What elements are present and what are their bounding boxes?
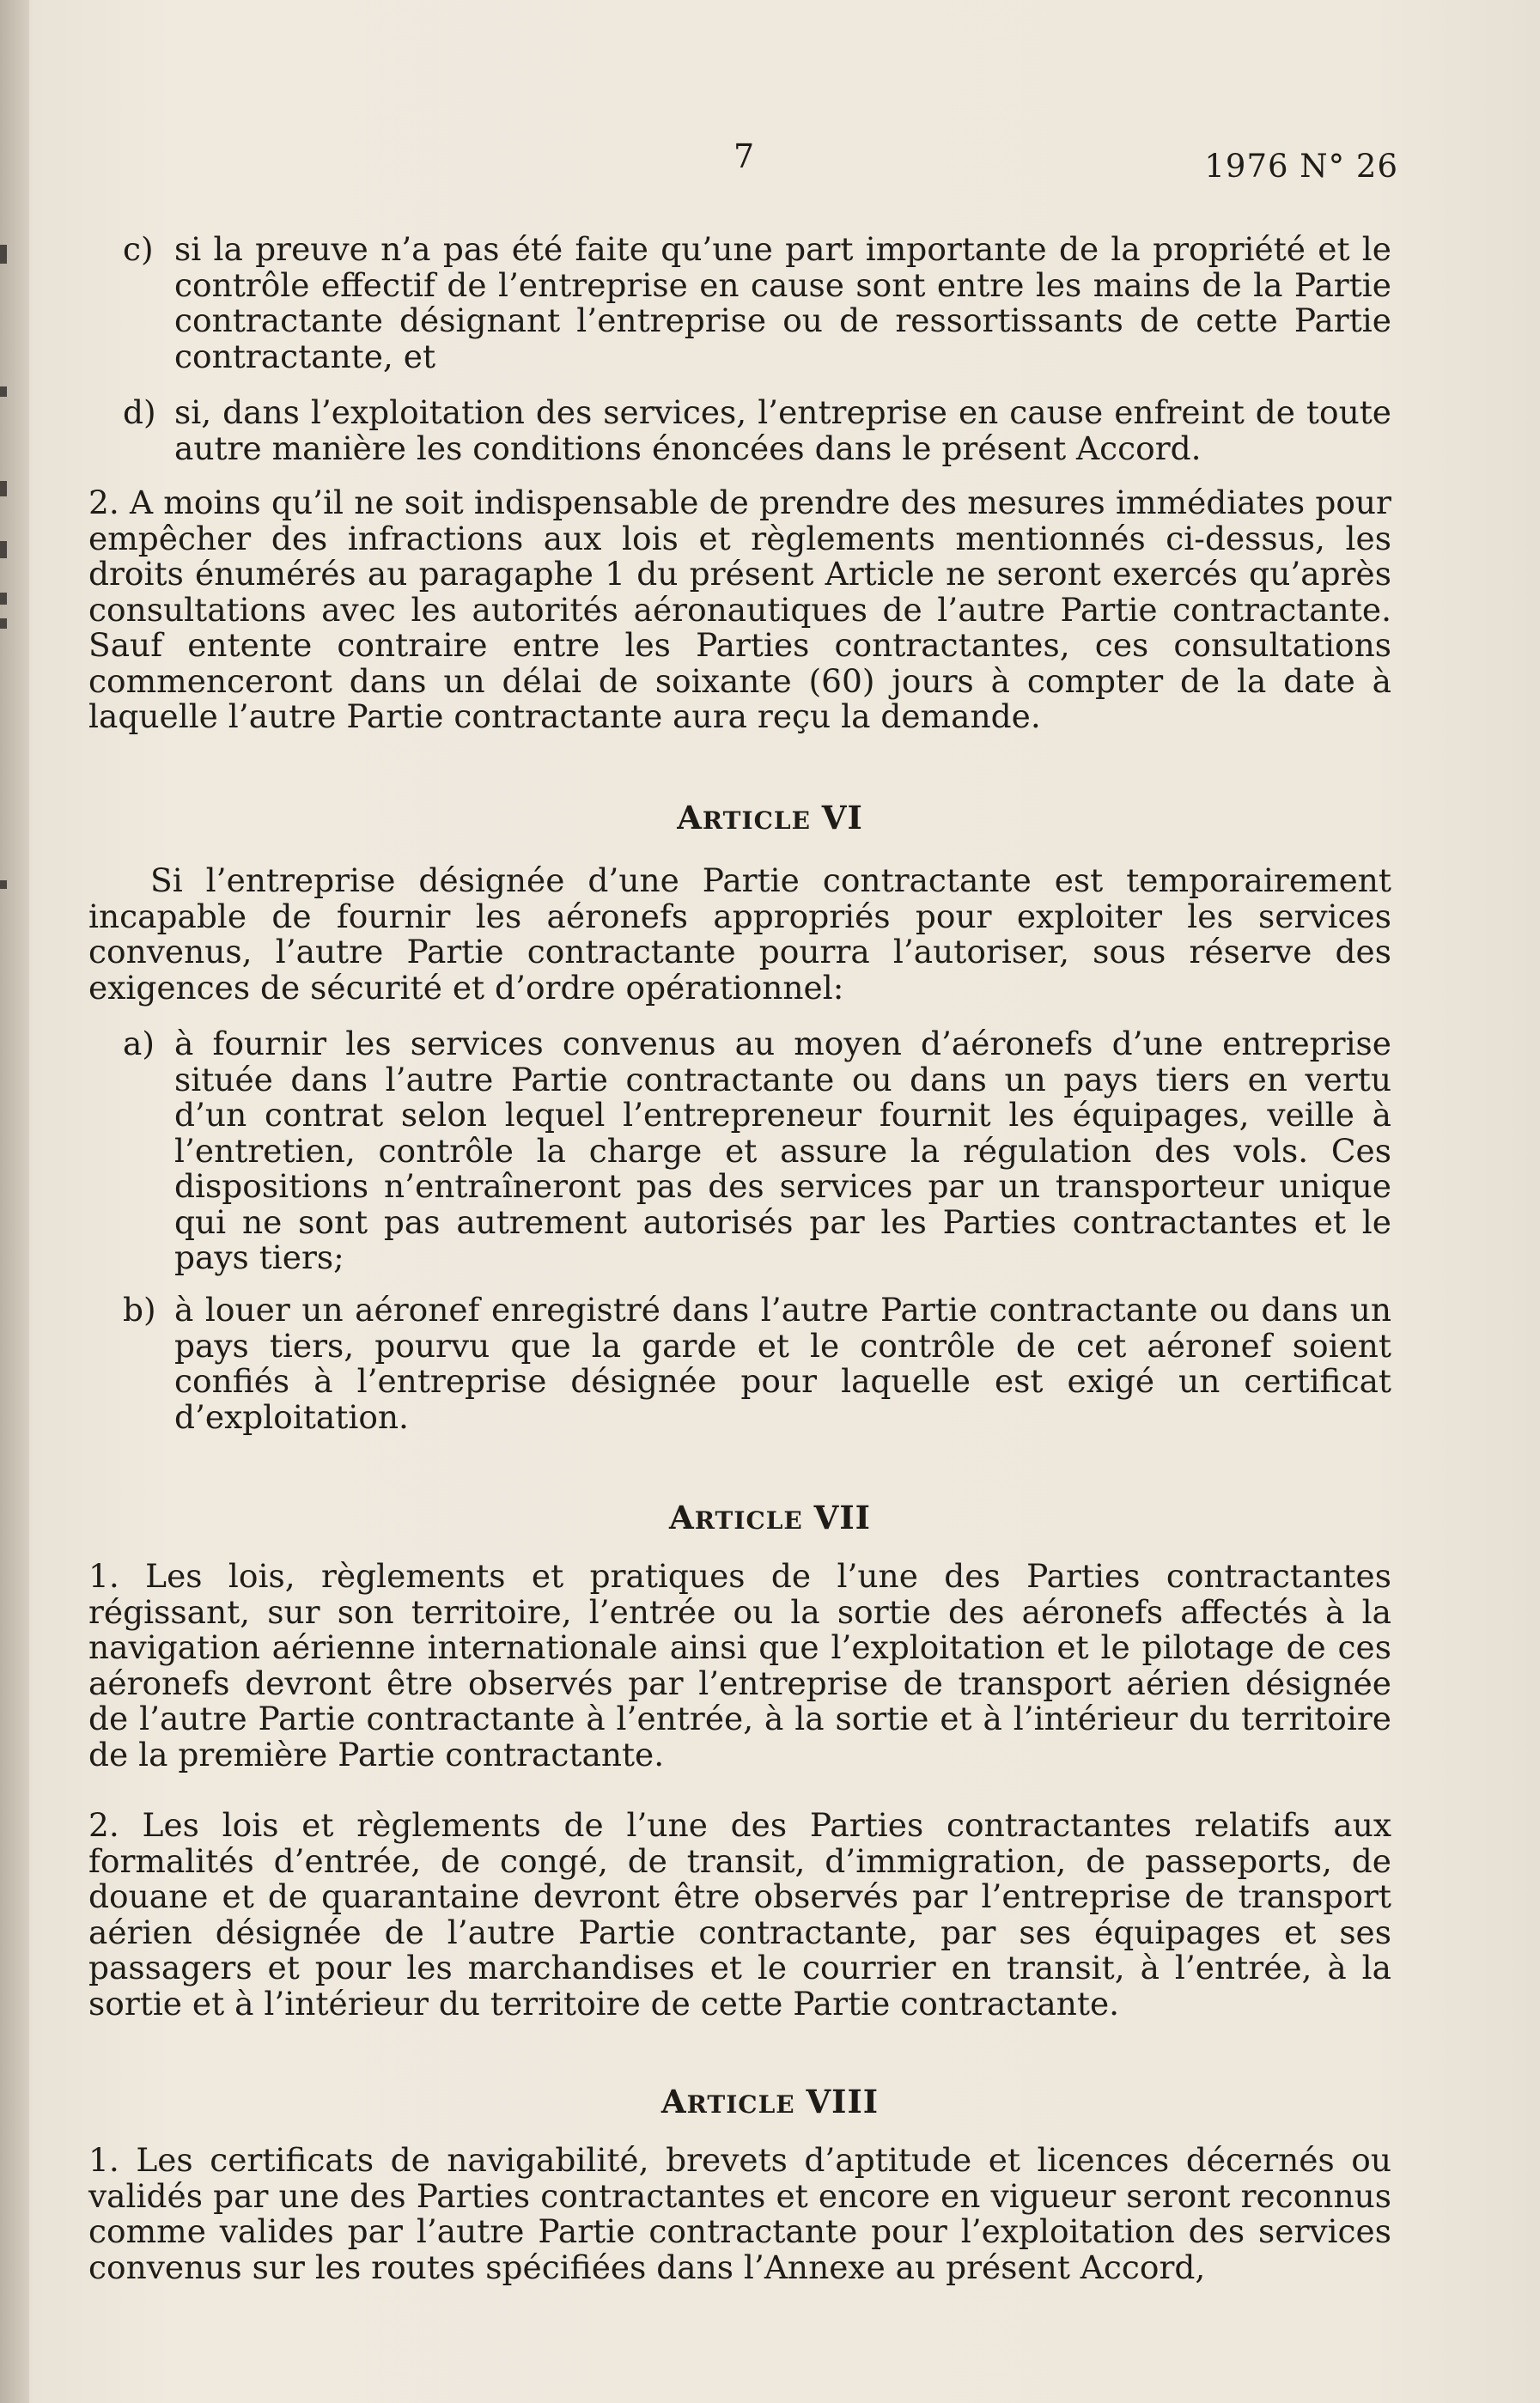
- page-binding-shadow: [0, 0, 29, 2403]
- margin-mark: [0, 593, 7, 605]
- paragraph-2: [88, 485, 1391, 735]
- paragraph-number: 1.: [88, 1557, 119, 1595]
- list-item-text: si, dans l’exploitation des services, l’entreprise en cause enfreint de toute autre manière les conditions énoncées dans le présent Accord.: [174, 393, 1391, 467]
- margin-mark: [0, 481, 7, 496]
- list-item-label: d): [123, 393, 156, 431]
- list-item-text: à fournir les services convenus au moyen d’aéronefs d’une entreprise située dans l’autre Partie contractante ou dans un pays tiers en vertu d’un contrat selon lequel l’entrepreneur fournit les équipages, veille à l’entretien, contrôle la charge et assure la régulation des vols. Ces dispositions n’entraîneront pas des services par un transporteur unique qui ne sont pas autrement autorisés par les Parties contractantes et le pays tiers;: [174, 1025, 1391, 1276]
- article-heading: ARTICLE VII: [669, 1499, 871, 1536]
- article-intro-paragraph: [88, 863, 1391, 1006]
- list-item-b: [123, 1291, 1391, 1436]
- article-heading: ARTICLE VIII: [660, 2083, 880, 2120]
- list-item-label: c): [123, 230, 154, 268]
- paragraph-text: Les lois, règlements et pratiques de l’une des Parties contractantes régissant, sur son territoire, l’entrée ou la sortie des aéronefs affectés à la navigation aérienne internationale ainsi que l’exploitation et le pilotage de ces aéronefs devront être observés par l’entreprise de transport aérien désignée de l’autre Partie contractante à l’entrée, à la sortie et à l’intérieur du territoire de la première Partie contractante.: [88, 1557, 1391, 1773]
- margin-mark: [0, 541, 7, 558]
- margin-mark: [0, 245, 7, 264]
- article-heading: ARTICLE VI: [677, 799, 863, 836]
- paragraph-text: A moins qu’il ne soit indispensable de prendre des mesures immédiates pour empêcher des infractions aux lois et règlements mentionnés ci-dessus, les droits énumérés au paragaphe 1 du présent Article ne seront exercés qu’après consultations avec les autorités aéronautiques de l’autre Partie contractante. Sauf entente contraire entre les Parties contractantes, ces consultations commenceront dans un délai de soixante (60) jours à compter de la date à laquelle l’autre Partie contractante aura reçu la demande.: [88, 484, 1391, 735]
- page-number: 7: [733, 137, 755, 175]
- paragraph-1: [88, 1559, 1391, 1773]
- paragraph-text: Si l’entreprise désignée d’une Partie contractante est temporairement incapable de fournir les aéronefs appropriés pour exploiter les services convenus, l’autre Partie contractante pourra l’autoriser, sous réserve des exigences de sécurité et d’ordre opérationnel:: [88, 861, 1391, 1007]
- paragraph-number: 1.: [88, 2141, 119, 2179]
- paragraph-number: 2.: [88, 1806, 119, 1844]
- list-item-c: [123, 230, 1391, 375]
- paragraph-2: [88, 1808, 1391, 2022]
- margin-mark: [0, 880, 7, 889]
- paragraph-number: 2.: [88, 484, 119, 521]
- paragraph-text: Les certificats de navigabilité, brevets d’aptitude et licences décernés ou validés par une des Parties contractantes et encore en vigueur seront reconnus comme valides par l’autre Partie contractante pour l’exploitation des services convenus sur les routes spécifiées dans l’Annexe au présent Accord,: [88, 2141, 1391, 2286]
- margin-mark: [0, 386, 7, 397]
- list-item-text: à louer un aéronef enregistré dans l’autre Partie contractante ou dans un pays tiers, pourvu que la garde et le contrôle de cet aéronef soient confiés à l’entreprise désignée pour laquelle est exigé un certificat d’exploitation.: [174, 1291, 1391, 1436]
- list-item-label: b): [123, 1291, 156, 1329]
- list-item-d: [123, 393, 1391, 467]
- paragraph-1: [88, 2143, 1391, 2285]
- list-item-label: a): [123, 1025, 155, 1062]
- list-item-text: si la preuve n’a pas été faite qu’une part importante de la propriété et le contrôle effectif de l’entreprise en cause sont entre les mains de la Partie contractante désignant l’entreprise ou de ressortissants de cette Partie contractante, et: [174, 230, 1391, 375]
- list-item-a: [123, 1025, 1391, 1276]
- paragraph-text: Les lois et règlements de l’une des Parties contractantes relatifs aux formalités d’entrée, de congé, de transit, d’immigration, de passeports, de douane et de quarantaine devront être observés par l’entreprise de transport aérien désignée de l’autre Partie contractante, par ses équipages et ses passagers et pour les marchandises et le courrier en transit, à l’entrée, à la sortie et à l’intérieur du territoire de cette Partie contractante.: [88, 1806, 1391, 2023]
- margin-mark: [0, 618, 7, 629]
- gazette-series-number: 1976 N° 26: [1204, 148, 1398, 185]
